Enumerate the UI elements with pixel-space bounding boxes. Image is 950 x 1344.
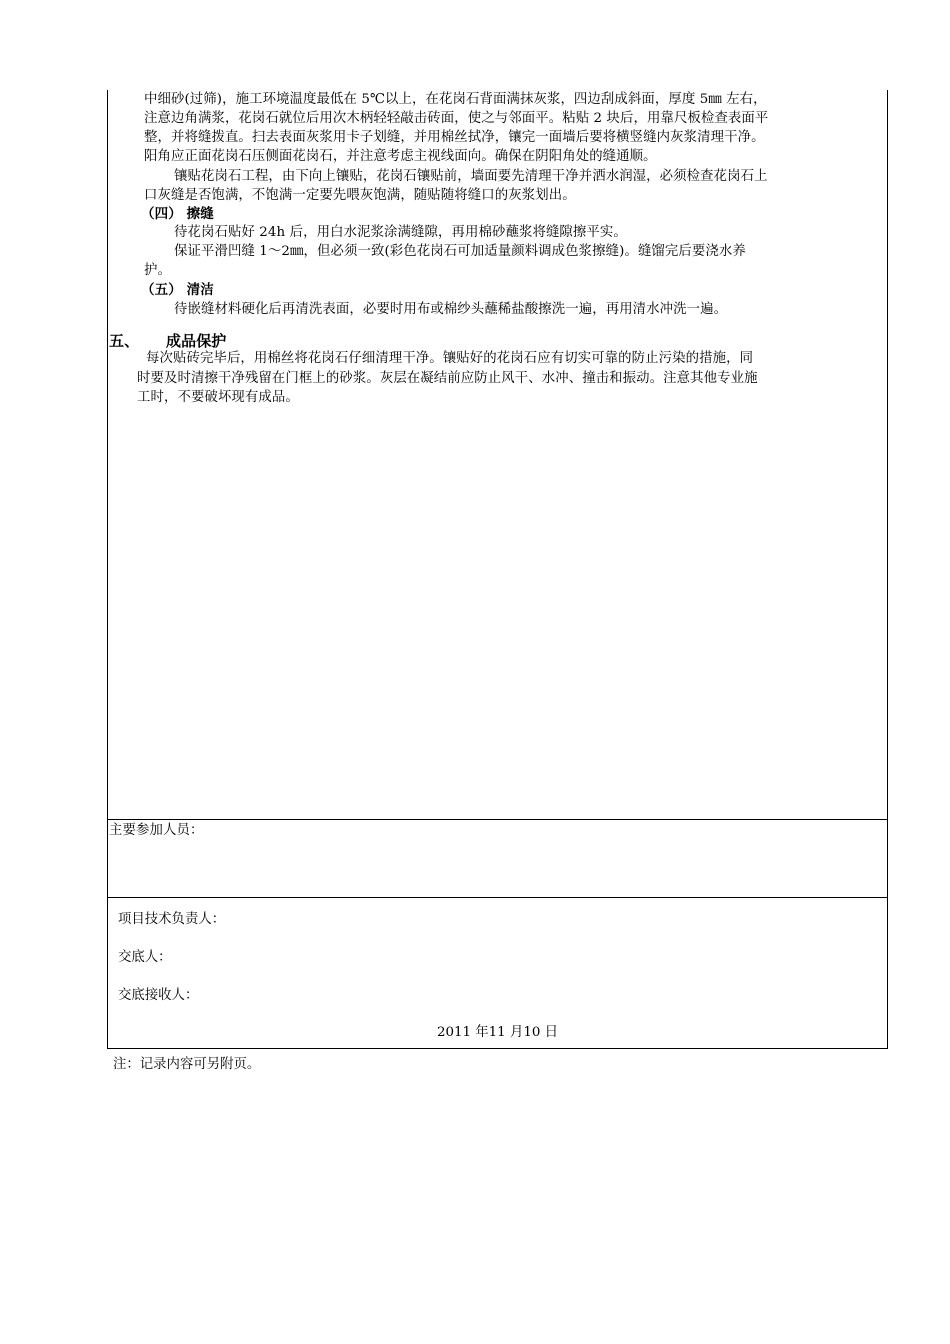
subsection-heading-grouting: （四） 擦缝 [141,206,214,222]
subsection-heading-cleaning: （五） 清洁 [141,282,214,298]
body-line: 阳角应正面花岗石压侧面花岗石，并注意考虑主视线面向。确保在阴阳角处的缝通顺。 [144,149,657,164]
body-line: 待花岗石贴好 24h 后，用白水泥浆涂满缝隙，再用棉砂蘸浆将缝隙擦平实。 [174,225,627,240]
footer-note: 注：记录内容可另附页。 [113,1057,261,1072]
participants-label: 主要参加人员： [109,823,204,838]
body-line: 整，并将缝拨直。扫去表面灰浆用卡子划缝，并用棉丝拭净，镶完一面墙后要将横竖缝内灰浆清理干净。 [144,130,765,145]
disclosure-record-table [107,90,888,1049]
body-line: 工时，不要破坏现有成品。 [137,390,299,405]
body-line: 中细砂(过筛)，施工环境温度最低在 5℃以上，在花岗石背面满抹灰浆，四边刮成斜面，厚度 5㎜ 左右， [144,92,767,107]
body-line: 保证平滑凹缝 1～2㎜，但必须一致(彩色花岗石可加适量颜料调成色浆擦缝)。缝馏完后要浇水养 [174,244,746,259]
signoff-cell [108,897,887,1049]
body-line: 口灰缝是否饱满，不饱满一定要先喂灰饱满，随贴随将缝口的灰浆划出。 [144,188,576,203]
body-line: 待嵌缝材料硬化后再清洗表面，必要时用布或棉纱头蘸稀盐酸擦洗一遍，再用清水冲洗一遍。 [174,302,728,317]
participants-cell [108,819,887,897]
presenter-label: 交底人： [118,950,172,965]
content-cell [108,90,887,819]
body-line: 注意边角满浆，花岗石就位后用次木柄轻轻敲击砖面，使之与邻面平。粘贴 2 块后，用靠尺板检查表面平 [144,111,769,126]
signoff-date: 2011 年11 月10 日 [436,1025,559,1040]
body-line: 镶贴花岗石工程，由下向上镶贴，花岗石镶贴前，墙面要先清理干净并洒水润湿，必须检查花岗石上 [174,169,768,184]
tech-lead-label: 项目技术负责人： [118,912,226,927]
body-line: 护。 [144,263,171,278]
body-line: 时要及时清擦干净残留在门框上的砂浆。灰层在凝结前应防止风干、水冲、撞击和振动。注意其他专业施 [137,371,758,386]
section-title-product-protection: 成品保护 [166,332,227,350]
section-number: 五、 [109,332,140,350]
receiver-label: 交底接收人： [118,988,199,1003]
body-line: 每次贴砖完毕后，用棉丝将花岗石仔细清理干净。镶贴好的花岗石应有切实可靠的防止污染的措施，同 [146,351,754,366]
